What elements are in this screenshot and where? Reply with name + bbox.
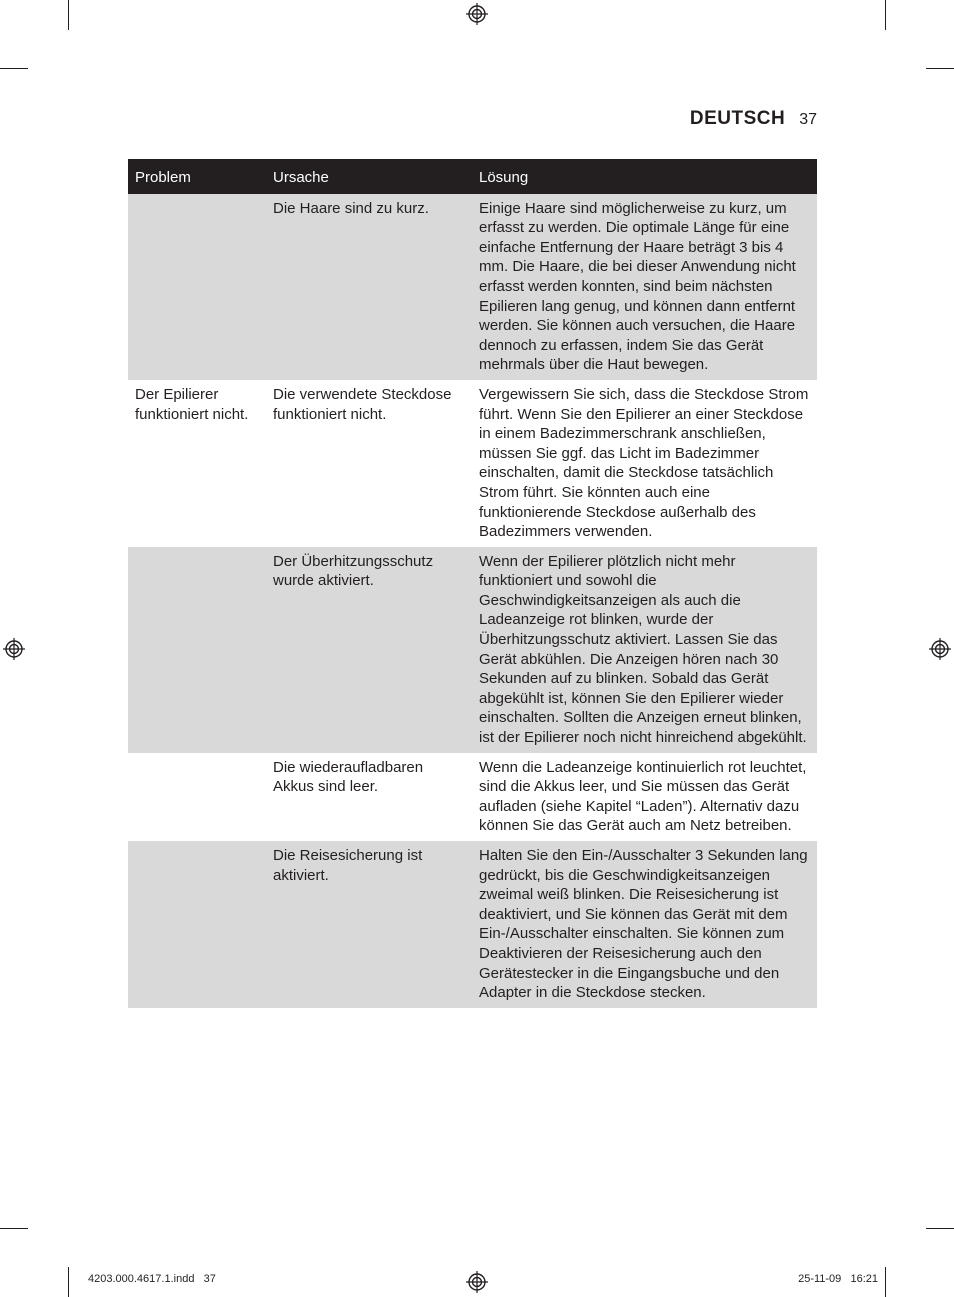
crop-mark bbox=[885, 0, 886, 30]
cause-cell: Die Haare sind zu kurz. bbox=[266, 194, 472, 380]
language-heading: DEUTSCH bbox=[689, 108, 786, 129]
footer-timestamp: 25-11-09 16:21 bbox=[798, 1273, 878, 1285]
problem-cell bbox=[128, 547, 266, 753]
footer-file-info: 4203.000.4617.1.indd 37 bbox=[88, 1273, 216, 1285]
table-row bbox=[128, 841, 817, 1008]
cause-cell: Die verwendete Steckdose funktioniert nicht. bbox=[266, 380, 472, 547]
registration-mark-icon bbox=[466, 3, 488, 25]
table-row bbox=[128, 380, 817, 547]
table-row bbox=[128, 753, 817, 841]
registration-mark-icon bbox=[929, 638, 951, 660]
page-header bbox=[690, 108, 817, 130]
solution-cell: Vergewissern Sie sich, dass die Steckdose Strom führt. Wenn Sie den Epilierer an einer Steckdose in einem Badezimmerschrank anschließen, müssen Sie ggf. das Licht im Badezimmer einschalten, damit die Steckdose tatsächlich Strom führt. Sie könnten auch eine funktionierende Steckdose außerhalb des Badezimmers verwenden. bbox=[472, 380, 817, 547]
crop-mark bbox=[0, 68, 28, 69]
crop-mark bbox=[926, 1228, 954, 1229]
solution-cell: Wenn die Ladeanzeige kontinuierlich rot leuchtet, sind die Akkus leer, und Sie müssen das Gerät aufladen (siehe Kapitel “Laden”). Alternativ dazu können Sie das Gerät auch am Netz betreiben. bbox=[472, 753, 817, 841]
crop-mark bbox=[68, 1267, 69, 1297]
page-number: 37 bbox=[799, 111, 817, 128]
troubleshooting-table bbox=[128, 159, 817, 1008]
problem-cell bbox=[128, 841, 266, 1008]
column-header-solution: Lösung bbox=[472, 159, 817, 194]
registration-mark-icon bbox=[3, 638, 25, 660]
cause-cell: Die wiederaufladbaren Akkus sind leer. bbox=[266, 753, 472, 841]
crop-mark bbox=[885, 1267, 886, 1297]
column-header-cause: Ursache bbox=[266, 159, 472, 194]
solution-cell: Wenn der Epilierer plötzlich nicht mehr funktioniert und sowohl die Geschwindigkeitsanzeigen als auch die Ladeanzeige rot blinken, wurde der Überhitzungsschutz aktiviert. Lassen Sie das Gerät abkühlen. Die Anzeigen hören nach 30 Sekunden auf zu blinken. Sobald das Gerät abgekühlt ist, können Sie den Epilierer wieder einschalten. Sollten die Anzeigen erneut blinken, ist der Epilierer noch nicht hinreichend abgekühlt. bbox=[472, 547, 817, 753]
table-row bbox=[128, 194, 817, 380]
crop-mark bbox=[68, 0, 69, 30]
table-row bbox=[128, 547, 817, 753]
solution-cell: Halten Sie den Ein-/Ausschalter 3 Sekunden lang gedrückt, bis die Geschwindigkeitsanzeigen zweimal weiß blinken. Die Reisesicherung ist deaktiviert, und Sie können das Gerät mit dem Ein-/Ausschalter einschalten. Sie können zum Deaktivieren der Reisesicherung auch den Gerätestecker in die Eingangsbuche und den Adapter in die Steckdose stecken. bbox=[472, 841, 817, 1008]
problem-cell bbox=[128, 753, 266, 841]
cause-cell: Die Reisesicherung ist aktiviert. bbox=[266, 841, 472, 1008]
solution-cell: Einige Haare sind möglicherweise zu kurz, um erfasst zu werden. Die optimale Länge für eine einfache Entfernung der Haare beträgt 3 bis 4 mm. Die Haare, die bei dieser Anwendung nicht erfasst werden konnten, sind beim nächsten Epilieren lang genug, und können dann entfernt werden. Sie können auch versuchen, die Haare dennoch zu erfassen, indem Sie das Gerät mehrmals über die Haut bewegen. bbox=[472, 194, 817, 380]
registration-mark-icon bbox=[466, 1271, 488, 1293]
problem-cell bbox=[128, 194, 266, 380]
crop-mark bbox=[926, 68, 954, 69]
column-header-problem: Problem bbox=[128, 159, 266, 194]
crop-mark bbox=[0, 1228, 28, 1229]
table-header-row bbox=[128, 159, 817, 194]
cause-cell: Der Überhitzungsschutz wurde aktiviert. bbox=[266, 547, 472, 753]
problem-cell: Der Epilierer funktioniert nicht. bbox=[128, 380, 266, 547]
